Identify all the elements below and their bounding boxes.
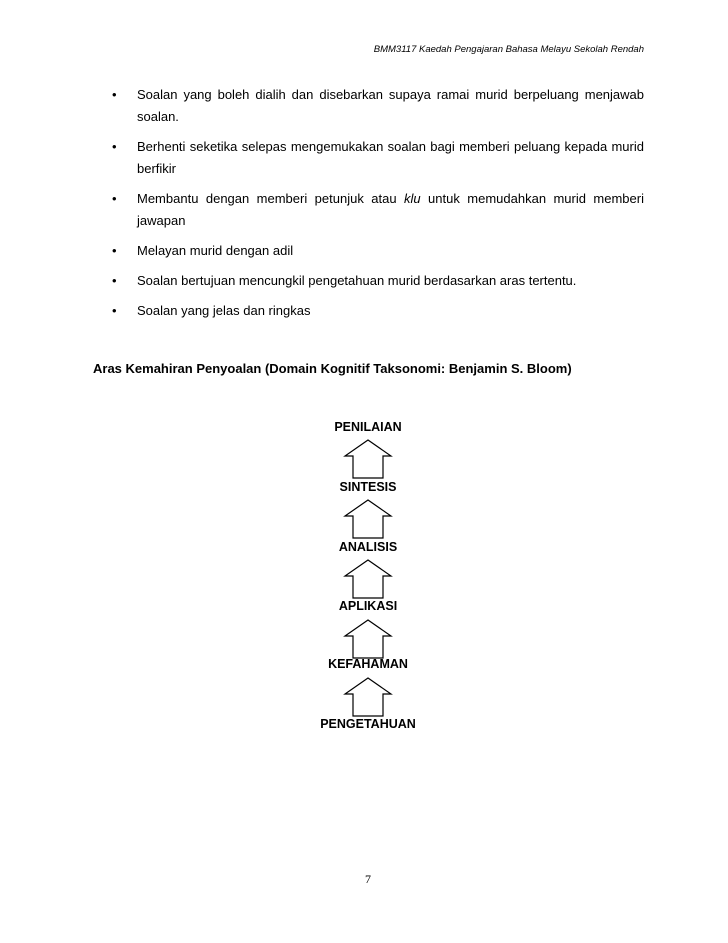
- level-aplikasi: APLIKASI: [338, 599, 398, 613]
- list-item: • Soalan bertujuan mencungkil pengetahuan murid berdasarkan aras tertentu.: [110, 270, 644, 292]
- arrow-up-icon: [343, 438, 393, 480]
- list-item-text: Membantu dengan memberi petunjuk atau: [137, 191, 404, 206]
- level-pengetahuan: PENGETAHUAN: [320, 717, 416, 731]
- level-sintesis: SINTESIS: [339, 480, 397, 494]
- arrow-up-icon: [343, 618, 393, 660]
- page-number: 7: [365, 872, 371, 886]
- level-kefahaman: KEFAHAMAN: [328, 657, 408, 671]
- running-header: BMM3117 Kaedah Pengajaran Bahasa Melayu Sekolah Rendah: [373, 44, 644, 55]
- list-item: [110, 188, 644, 232]
- arrow-up-icon: [343, 676, 393, 718]
- list-item: • Berhenti seketika selepas mengemukakan soalan bagi memberi peluang kepada murid berfikir: [110, 136, 644, 180]
- level-analisis: ANALISIS: [338, 540, 398, 554]
- list-item-text: untuk memudahkan murid memberi jawapan: [137, 191, 644, 228]
- list-item: • Melayan murid dengan adil: [110, 240, 644, 262]
- guideline-list: [110, 84, 644, 330]
- level-penilaian: PENILAIAN: [334, 420, 402, 434]
- emphasized-term: klu: [403, 191, 421, 206]
- arrow-up-icon: [343, 498, 393, 540]
- list-item: • Soalan yang boleh dialih dan disebarkan supaya ramai murid berpeluang menjawab soalan.: [110, 84, 644, 128]
- list-item: • Soalan yang jelas dan ringkas: [110, 300, 644, 322]
- arrow-up-icon: [343, 558, 393, 600]
- section-title: Aras Kemahiran Penyoalan (Domain Kognitif Taksonomi: Benjamin S. Bloom): [93, 361, 572, 376]
